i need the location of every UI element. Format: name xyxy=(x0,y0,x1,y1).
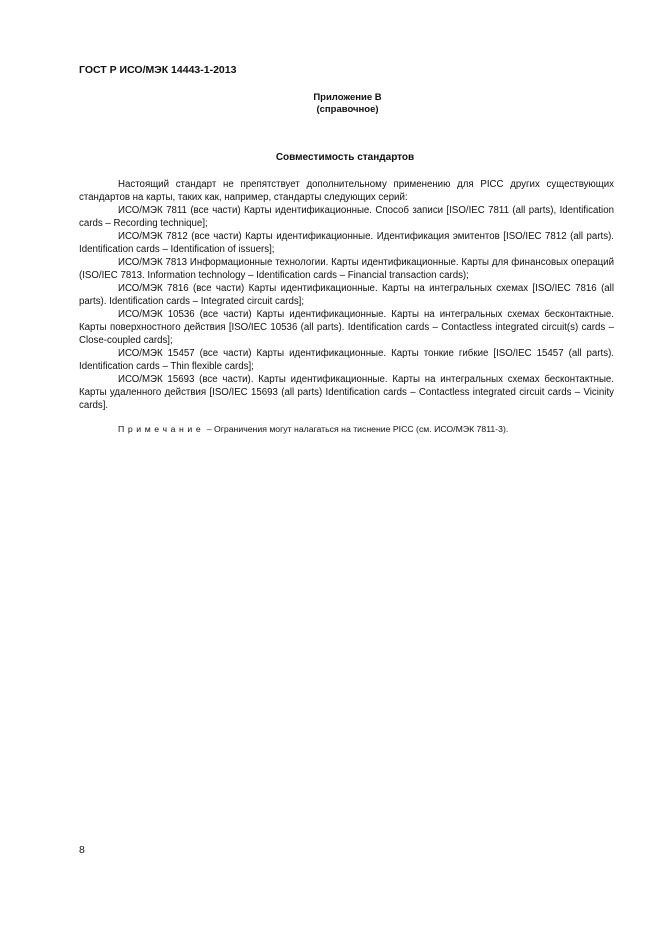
document-header: ГОСТ Р ИСО/МЭК 14443-1-2013 xyxy=(79,64,237,76)
paragraph-iso-7812: ИСО/МЭК 7812 (все части) Карты идентификационные. Идентификация эмитентов [ISO/IEC 7812 (all parts). Identification cards – Identification of issuers]; xyxy=(79,231,614,255)
appendix-heading xyxy=(300,92,395,116)
paragraph-iso-15693: ИСО/МЭК 15693 (все части). Карты идентификационные. Карты на интегральных схемах бесконтактные. Карты удаленного действия [ISO/IEC 15693 (all parts) Identification cards – Contactless integrated circuit cards – Vicinity cards]. xyxy=(79,374,614,411)
paragraph-iso-7811: ИСО/МЭК 7811 (все части) Карты идентификационные. Способ записи [ISO/IEC 7811 (all parts), Identification cards – Recording technique]; xyxy=(79,205,614,229)
page-number: 8 xyxy=(79,844,85,856)
paragraph-iso-10536: ИСО/МЭК 10536 (все части) Карты идентификационные. Карты на интегральных схемах бесконтактные. Карты поверхностного действия [ISO/IEC 10536 (all parts). Identification cards – Contactless integrated circuit(s) cards – Close-coupled cards]; xyxy=(79,309,614,346)
paragraph-iso-7816: ИСО/МЭК 7816 (все части) Карты идентификационные. Карты на интегральных схемах [ISO/IEC 7816 (all parts). Identification cards – Integrated circuit cards]; xyxy=(79,283,614,307)
appendix-title: Приложение В xyxy=(313,92,382,103)
note xyxy=(79,423,614,435)
note-text: – Ограничения могут налагаться на тиснение PICC (см. ИСО/МЭК 7811-3). xyxy=(204,424,509,434)
paragraph-iso-7813: ИСО/МЭК 7813 Информационные технологии. Карты идентификационные. Карты для финансовых операций (ISO/IEC 7813. Information technology – Identification cards – Financial transaction cards); xyxy=(79,257,614,281)
paragraph-iso-15457: ИСО/МЭК 15457 (все части) Карты идентификационные. Карты тонкие гибкие [ISO/IEC 15457 (all parts). Identification cards – Thin flexible cards]; xyxy=(79,348,614,372)
appendix-subtitle: (справочное) xyxy=(316,104,379,115)
section-title: Совместимость стандартов xyxy=(275,152,415,163)
body-text xyxy=(79,178,614,412)
note-label: Примечание xyxy=(118,424,205,434)
paragraph-intro: Настоящий стандарт не препятствует дополнительному применению для PICC других существующих стандартов на карты, таких как, например, стандарты следующих серий: xyxy=(79,179,614,203)
